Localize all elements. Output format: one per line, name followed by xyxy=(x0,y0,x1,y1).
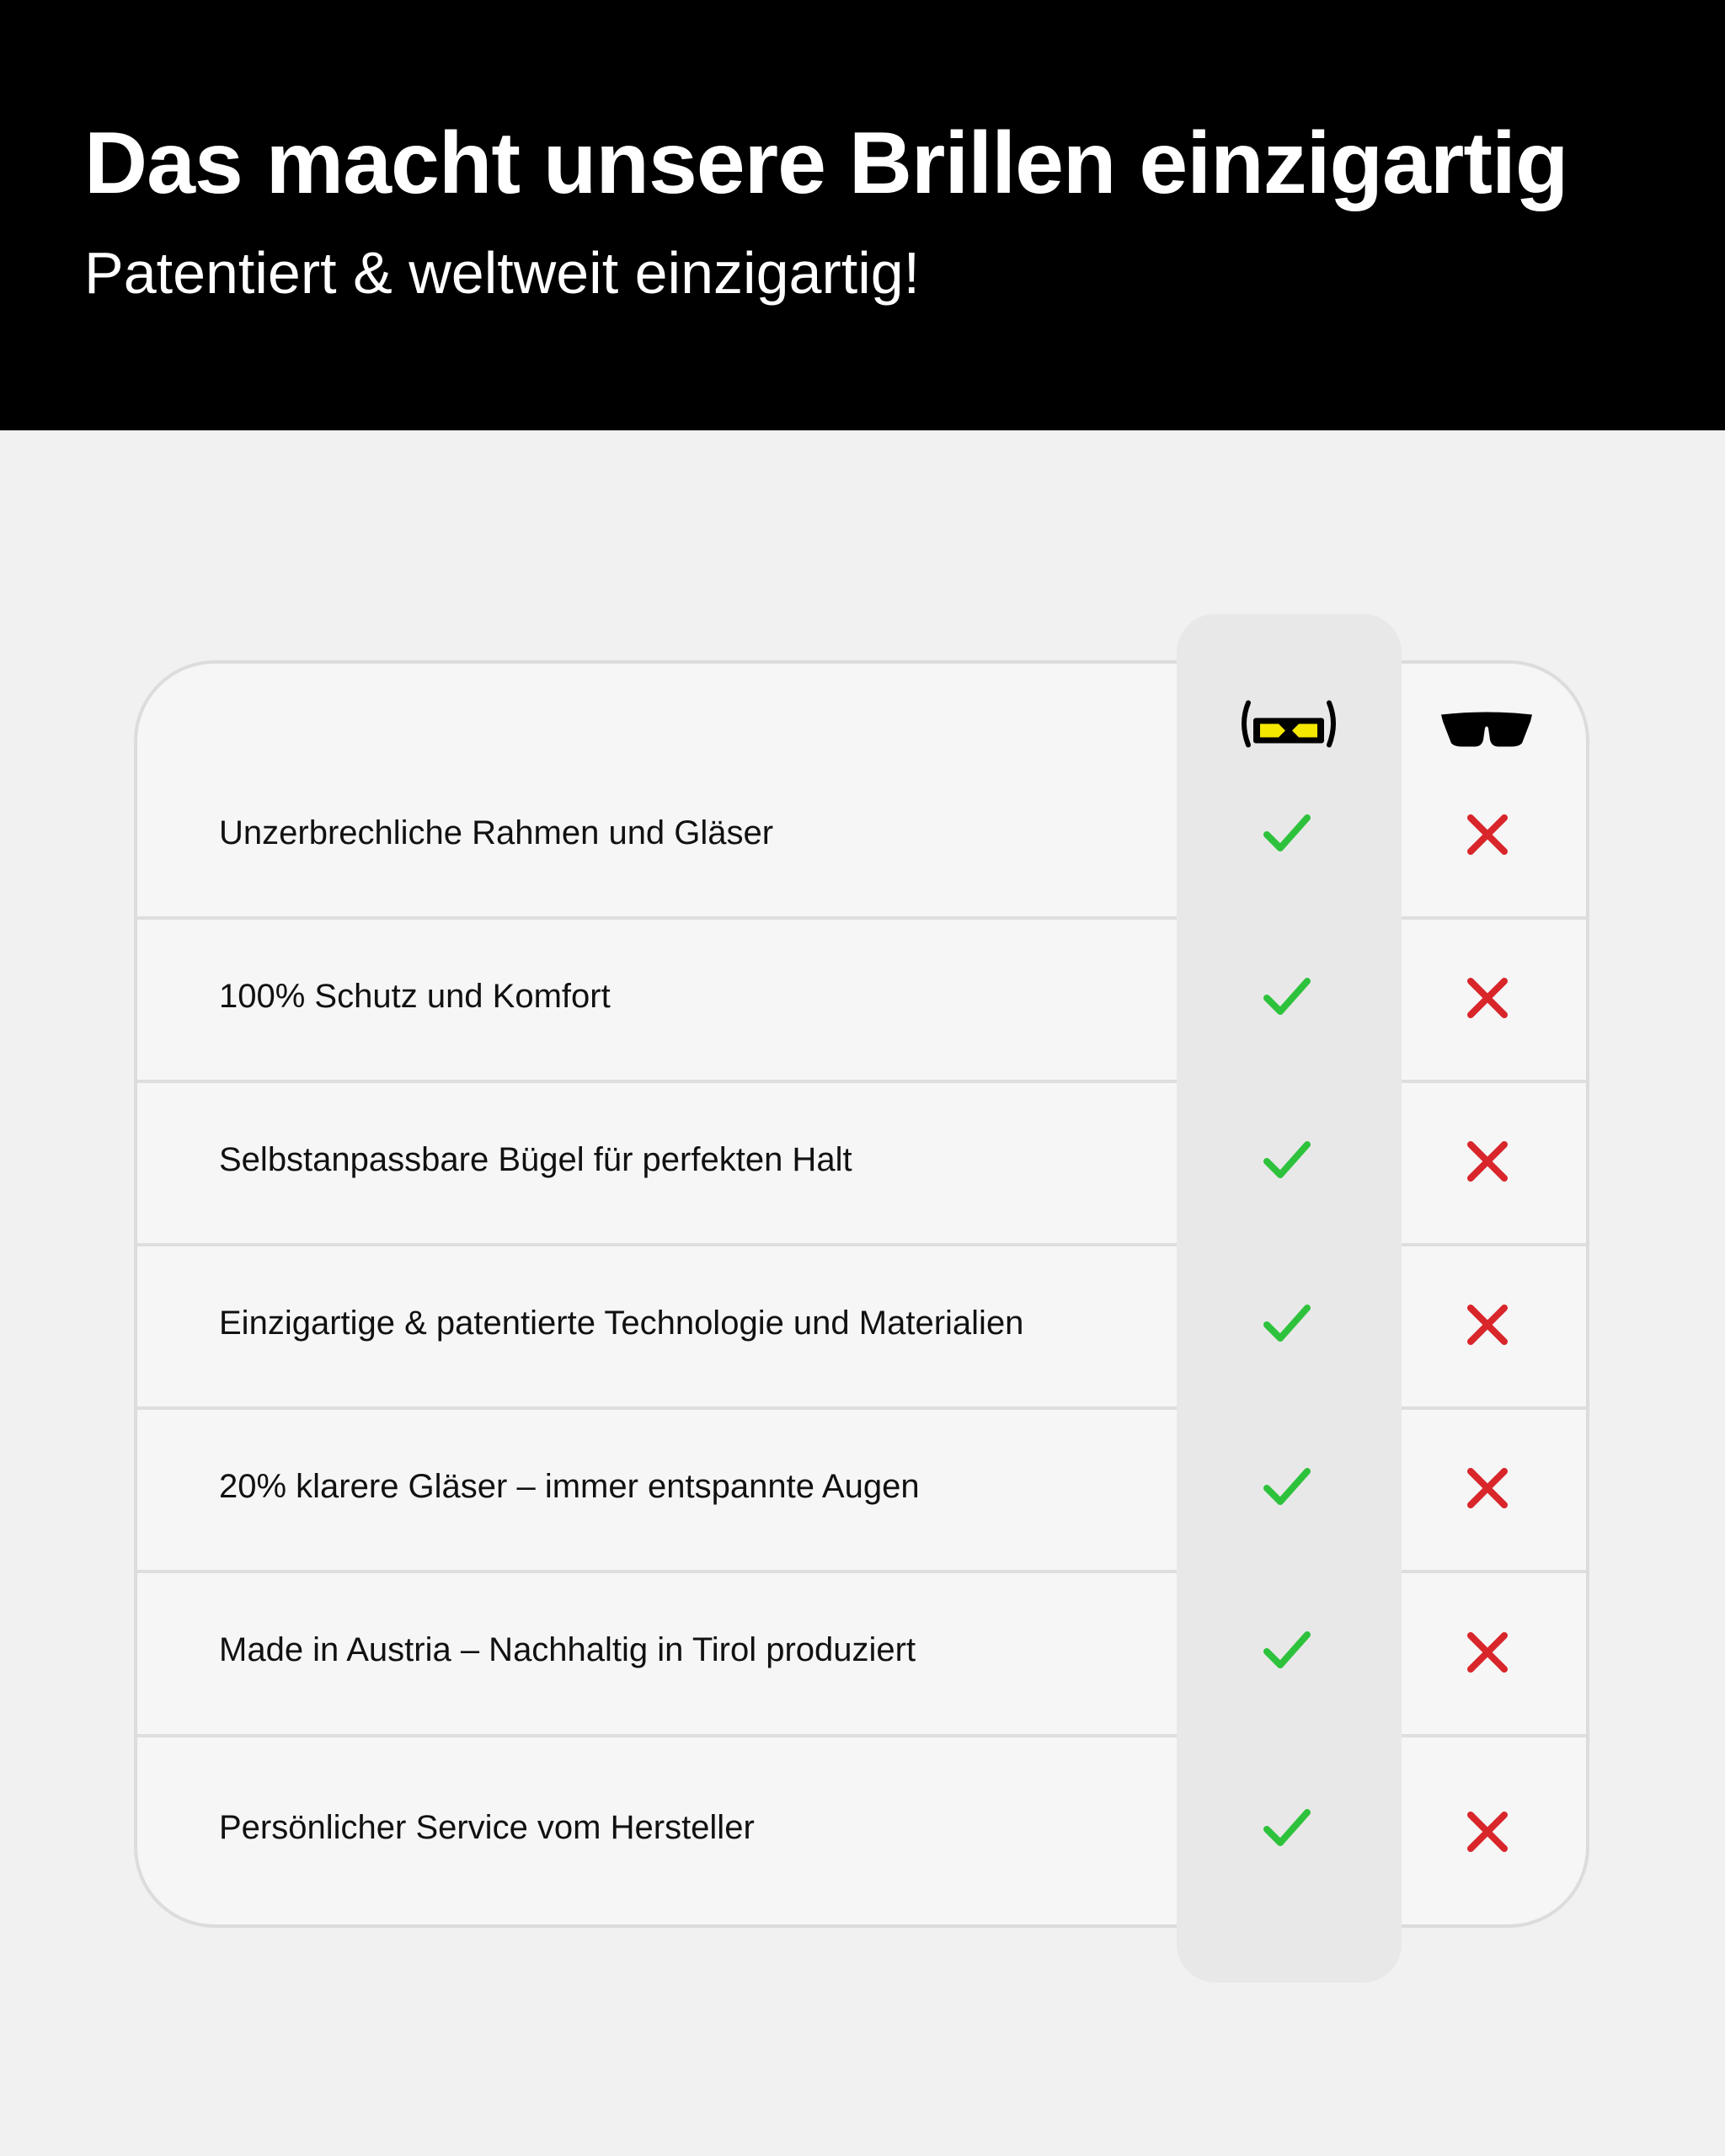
feature-label: Persönlicher Service vom Hersteller xyxy=(219,1809,755,1846)
feature-label: Made in Austria – Nachhaltig in Tirol produziert xyxy=(219,1631,916,1668)
page-subtitle: Patentiert & weltweit einzigartig! xyxy=(84,240,921,306)
cross-icon xyxy=(1461,808,1514,862)
feature-label: 20% klarere Gläser – immer entspannte Augen xyxy=(219,1468,920,1505)
check-icon xyxy=(1260,1623,1314,1677)
brand-glasses-logo-icon xyxy=(1236,698,1341,755)
generic-sunglasses-icon xyxy=(1439,710,1534,753)
cross-icon xyxy=(1461,1805,1514,1859)
feature-label: Unzerbrechliche Rahmen und Gläser xyxy=(219,814,774,851)
cross-icon xyxy=(1461,1298,1514,1352)
check-icon xyxy=(1260,1296,1314,1350)
feature-label: Selbstanpassbare Bügel für perfekten Halt xyxy=(219,1141,852,1178)
check-icon xyxy=(1260,806,1314,860)
check-icon xyxy=(1260,969,1314,1023)
cross-icon xyxy=(1461,971,1514,1025)
feature-label: Einzigartige & patentierte Technologie und Materialien xyxy=(219,1305,1024,1342)
cross-icon xyxy=(1461,1625,1514,1679)
check-icon xyxy=(1260,1133,1314,1187)
hero-banner xyxy=(0,0,1725,430)
page-title: Das macht unsere Brillen einzigartig xyxy=(84,115,1568,212)
check-icon xyxy=(1260,1460,1314,1513)
check-icon xyxy=(1260,1801,1314,1854)
cross-icon xyxy=(1461,1134,1514,1188)
feature-label: 100% Schutz und Komfort xyxy=(219,978,611,1015)
cross-icon xyxy=(1461,1461,1514,1515)
